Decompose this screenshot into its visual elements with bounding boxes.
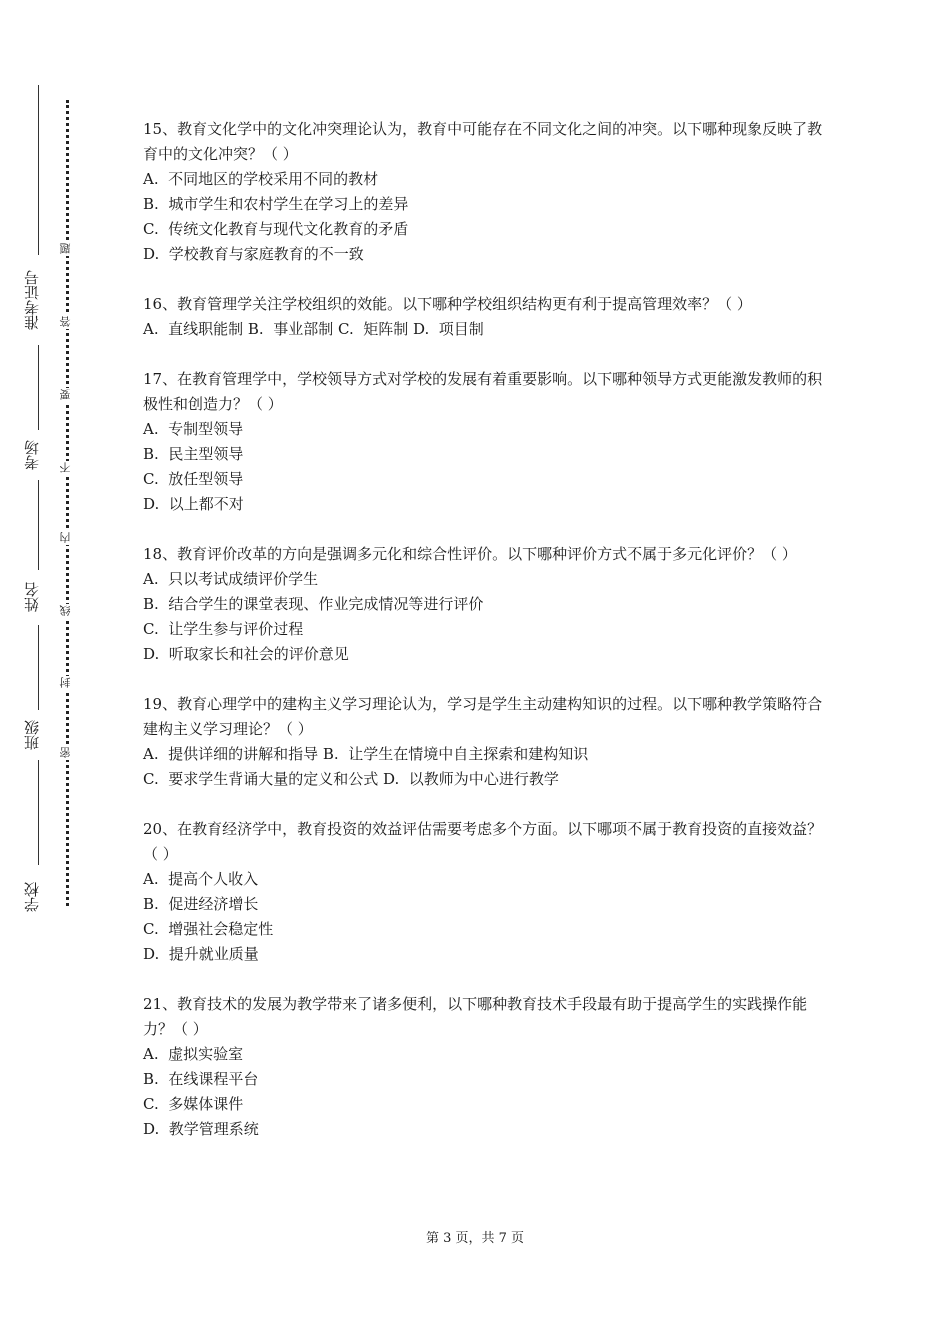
option-c: C. 放任型领导 — [143, 470, 244, 488]
option-b: B. 城市学生和农村学生在学习上的差异 — [143, 195, 409, 213]
seal-char-bu: 不 — [59, 461, 75, 475]
margin-line-4 — [38, 625, 39, 710]
option-d: D. 以上都不对 — [143, 495, 244, 513]
question-21 — [143, 992, 833, 1142]
option-a: A. 提高个人收入 — [143, 870, 259, 888]
student-name-label: 姓名 — [23, 582, 41, 613]
seal-char-feng: 封 — [59, 676, 75, 690]
option-d: D. 教学管理系统 — [143, 1120, 259, 1138]
question-stem: 16、教育管理学关注学校组织的效能。以下哪种学校组织结构更有利于提高管理效率？（ ） — [143, 295, 752, 313]
option-c: C. 让学生参与评价过程 — [143, 620, 304, 638]
margin-line-5 — [38, 760, 39, 865]
seal-char-nei: 内 — [59, 531, 75, 545]
question-18 — [143, 542, 833, 667]
option-b: B. 民主型领导 — [143, 445, 244, 463]
question-stem: 18、教育评价改革的方向是强调多元化和综合性评价。以下哪种评价方式不属于多元化评价？（ ） — [143, 545, 797, 563]
margin-line-3 — [38, 480, 39, 570]
option-a: A. 虚拟实验室 — [143, 1045, 244, 1063]
option-a: A. 不同地区的学校采用不同的教材 — [143, 170, 379, 188]
seal-char-mi: 密 — [59, 746, 75, 760]
seal-char-xian: 线 — [59, 604, 75, 618]
option-d: D. 学校教育与家庭教育的不一致 — [143, 245, 364, 263]
option-b: B. 结合学生的课堂表现、作业完成情况等进行评价 — [143, 595, 484, 613]
question-17 — [143, 367, 833, 517]
question-19 — [143, 692, 833, 792]
seal-dotted-line — [66, 100, 69, 906]
exam-room-label: 考场 — [23, 440, 41, 470]
seal-char-ti: 题 — [59, 242, 75, 256]
question-stem: 20、在教育经济学中，教育投资的效益评估需要考虑多个方面。以下哪项不属于教育投资的直接效益？（ ） — [143, 820, 823, 863]
seal-char-da: 答 — [59, 315, 75, 329]
options-ab: A. 提供详细的讲解和指导 B. 让学生在情境中自主探索和建构知识 — [143, 745, 589, 763]
margin-line-1 — [38, 85, 39, 255]
options-cd: C. 要求学生背诵大量的定义和公式 D. 以教师为中心进行教学 — [143, 770, 559, 788]
question-stem: 17、在教育管理学中，学校领导方式对学校的发展有着重要影响。以下哪种领导方式更能激发教师的积极性和创造力？（ ） — [143, 370, 823, 413]
class-label: 班级 — [23, 720, 41, 750]
option-a: A. 只以考试成绩评价学生 — [143, 570, 319, 588]
option-b: B. 促进经济增长 — [143, 895, 259, 913]
option-b: B. 在线课程平台 — [143, 1070, 259, 1088]
question-stem: 19、教育心理学中的建构主义学习理论认为，学习是学生主动建构知识的过程。以下哪种教学策略符合建构主义学习理论？（ ） — [143, 695, 823, 738]
option-c: C. 增强社会稳定性 — [143, 920, 274, 938]
question-16 — [143, 292, 833, 342]
option-a: A. 专制型领导 — [143, 420, 244, 438]
question-stem: 15、教育文化学中的文化冲突理论认为，教育中可能存在不同文化之间的冲突。以下哪种现象反映了教育中的文化冲突？（ ） — [143, 120, 823, 163]
page-number: 第 3 页，共 7 页 — [425, 1231, 525, 1246]
option-c: C. 传统文化教育与现代文化教育的矛盾 — [143, 220, 409, 238]
margin-line-2 — [38, 345, 39, 430]
question-list — [143, 117, 833, 1167]
question-stem: 21、教育技术的发展为教学带来了诸多便利，以下哪种教育技术手段最有助于提高学生的实践操作能力？（ ） — [143, 995, 808, 1038]
option-c: C. 多媒体课件 — [143, 1095, 244, 1113]
option-d: D. 提升就业质量 — [143, 945, 259, 963]
question-15 — [143, 117, 833, 267]
school-label: 学校 — [23, 882, 41, 913]
question-20 — [143, 817, 833, 967]
options-inline: A. 直线职能制 B. 事业部制 C. 矩阵制 D. 项目制 — [143, 320, 484, 338]
exam-number-label: 准考证号 — [23, 270, 41, 330]
seal-char-yao: 要 — [59, 388, 75, 402]
option-d: D. 听取家长和社会的评价意见 — [143, 645, 349, 663]
